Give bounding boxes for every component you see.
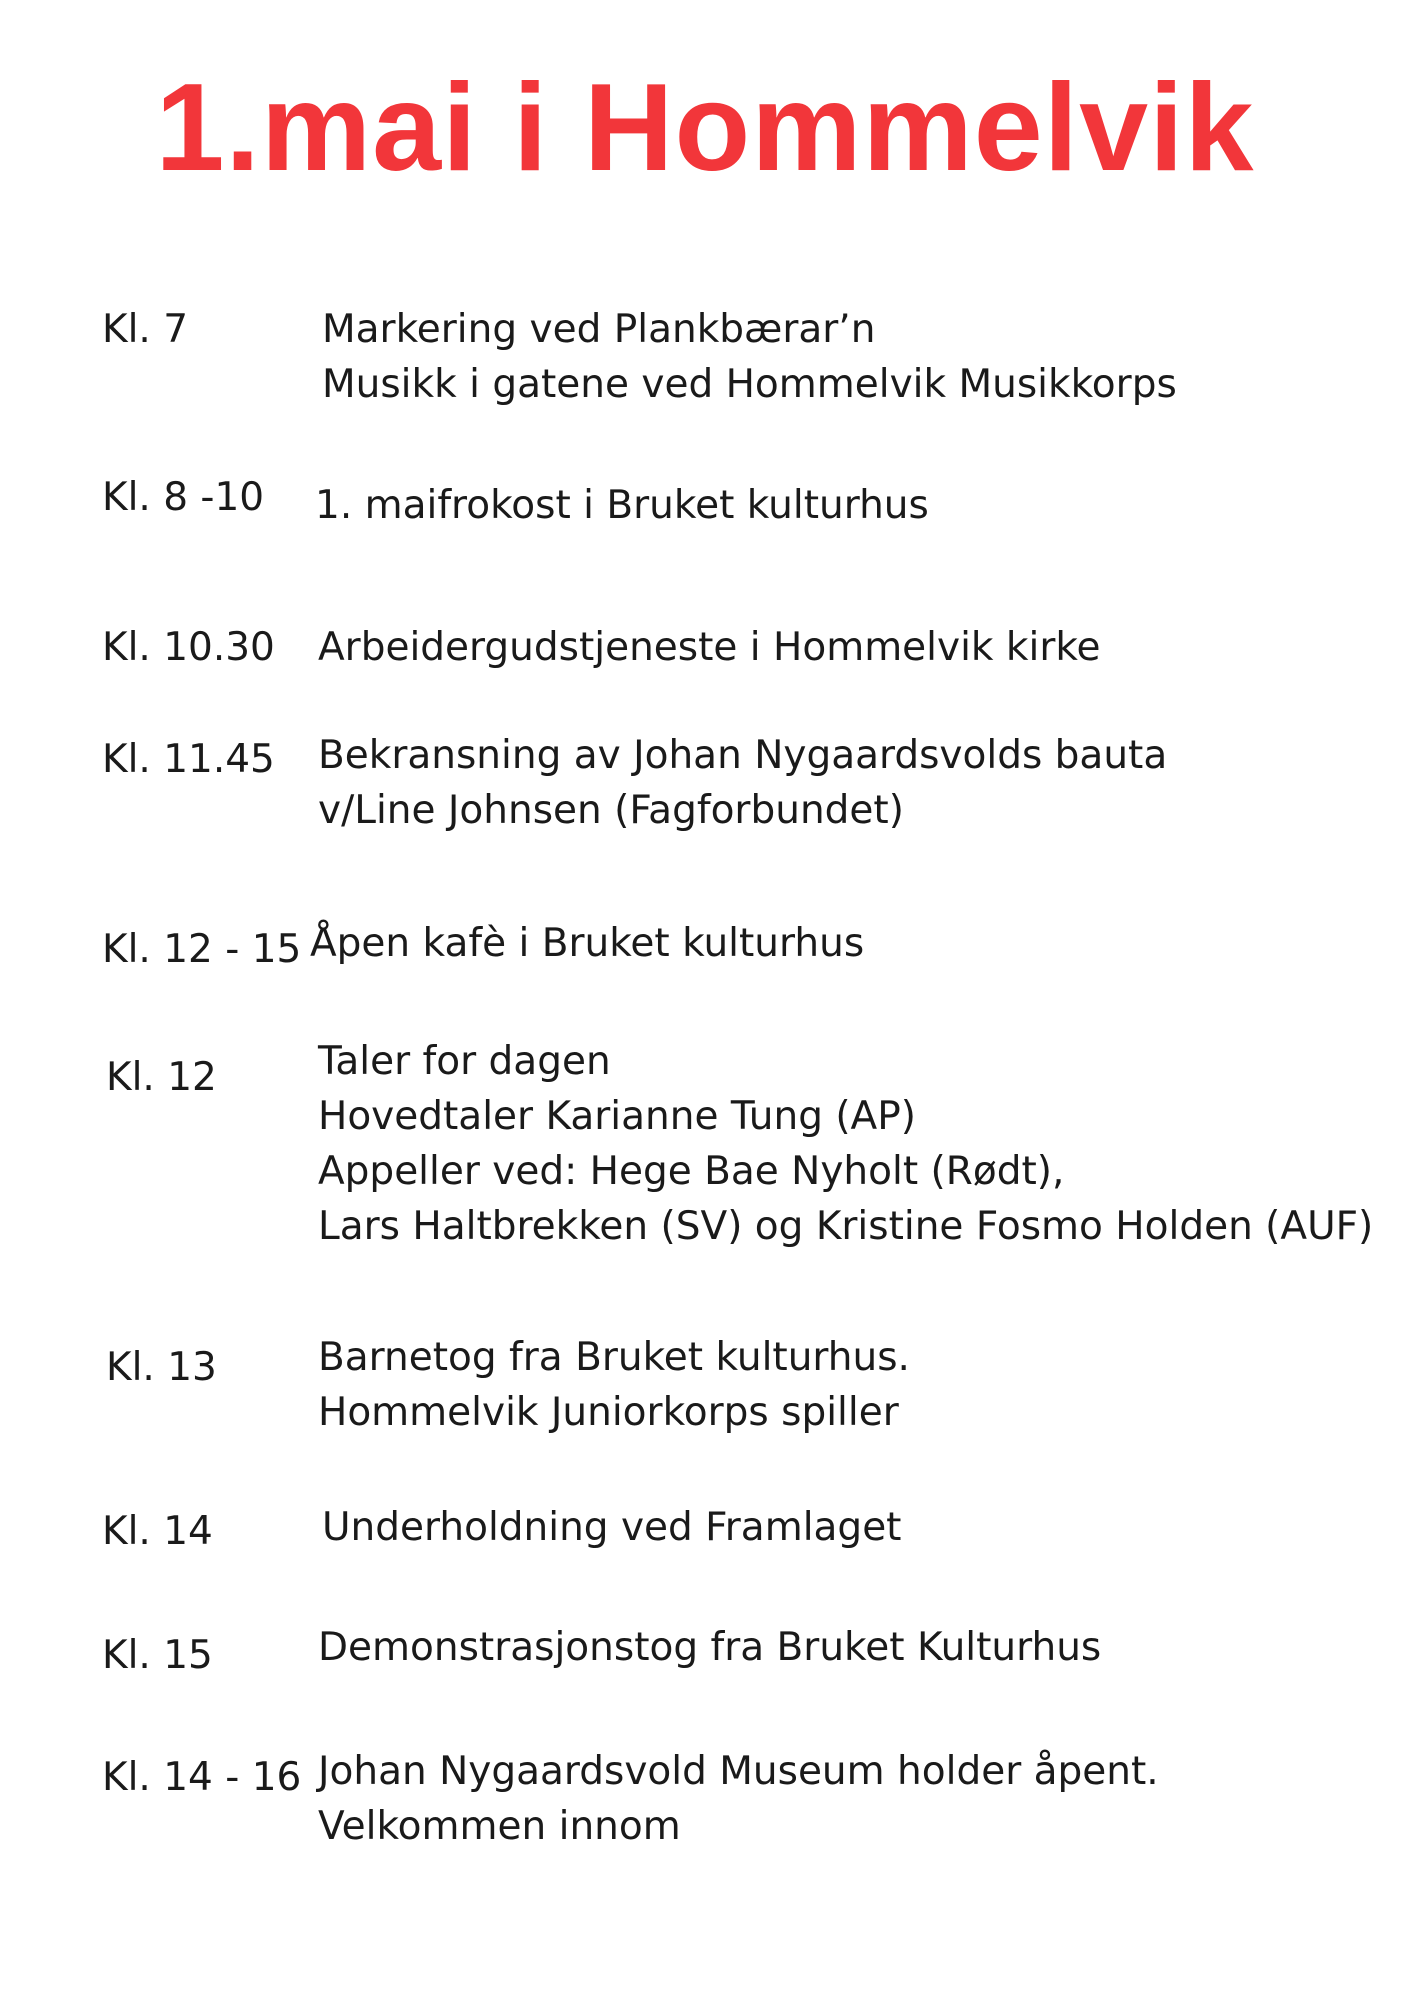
event-time: Kl. 7	[102, 307, 189, 352]
event-time: Kl. 10.30	[102, 625, 275, 670]
event-line: Velkommen innom	[318, 1804, 681, 1849]
event-description	[315, 478, 929, 533]
event-time: Kl. 15	[102, 1633, 213, 1678]
event-line: Barnetog fra Bruket kulturhus.	[318, 1335, 910, 1380]
event-time: Kl. 13	[106, 1345, 217, 1390]
event-description	[310, 916, 864, 971]
event-line: 1. maifrokost i Bruket kulturhus	[315, 483, 929, 528]
event-line: v/Line Johnsen (Fagforbundet)	[318, 788, 904, 833]
event-description	[318, 728, 1167, 838]
event-line: Taler for dagen	[318, 1039, 611, 1084]
event-description	[318, 1620, 1101, 1675]
event-time: Kl. 12	[106, 1055, 217, 1100]
event-line: Markering ved Plankbærar’n	[322, 307, 876, 352]
page-title: 1.mai i Hommelvik	[155, 59, 1255, 197]
event-line: Hommelvik Juniorkorps spiller	[318, 1390, 899, 1435]
event-line: Johan Nygaardsvold Museum holder åpent.	[318, 1749, 1159, 1794]
event-time: Kl. 12 - 15	[102, 927, 302, 972]
event-time: Kl. 8 -10	[102, 475, 265, 520]
event-line: Bekransning av Johan Nygaardsvolds bauta	[318, 733, 1168, 778]
event-line: Åpen kafè i Bruket kulturhus	[310, 921, 865, 966]
event-line: Musikk i gatene ved Hommelvik Musikkorps	[322, 362, 1177, 407]
event-time: Kl. 14	[102, 1509, 213, 1554]
event-time: Kl. 11.45	[102, 737, 275, 782]
event-line: Underholdning ved Framlaget	[322, 1505, 902, 1550]
event-line: Hovedtaler Karianne Tung (AP)	[318, 1094, 916, 1139]
event-description	[318, 1330, 910, 1440]
event-description	[318, 620, 1101, 675]
event-description	[322, 1500, 901, 1555]
event-time: Kl. 14 - 16	[102, 1755, 302, 1800]
event-line: Arbeidergudstjeneste i Hommelvik kirke	[318, 625, 1101, 670]
event-line: Demonstrasjonstog fra Bruket Kulturhus	[318, 1625, 1102, 1670]
event-description	[322, 302, 1177, 412]
event-line: Appeller ved: Hege Bae Nyholt (Rødt),	[318, 1149, 1065, 1194]
event-description	[318, 1034, 1373, 1254]
event-line: Lars Haltbrekken (SV) og Kristine Fosmo Holden (AUF)	[318, 1204, 1374, 1249]
event-description	[318, 1744, 1159, 1854]
